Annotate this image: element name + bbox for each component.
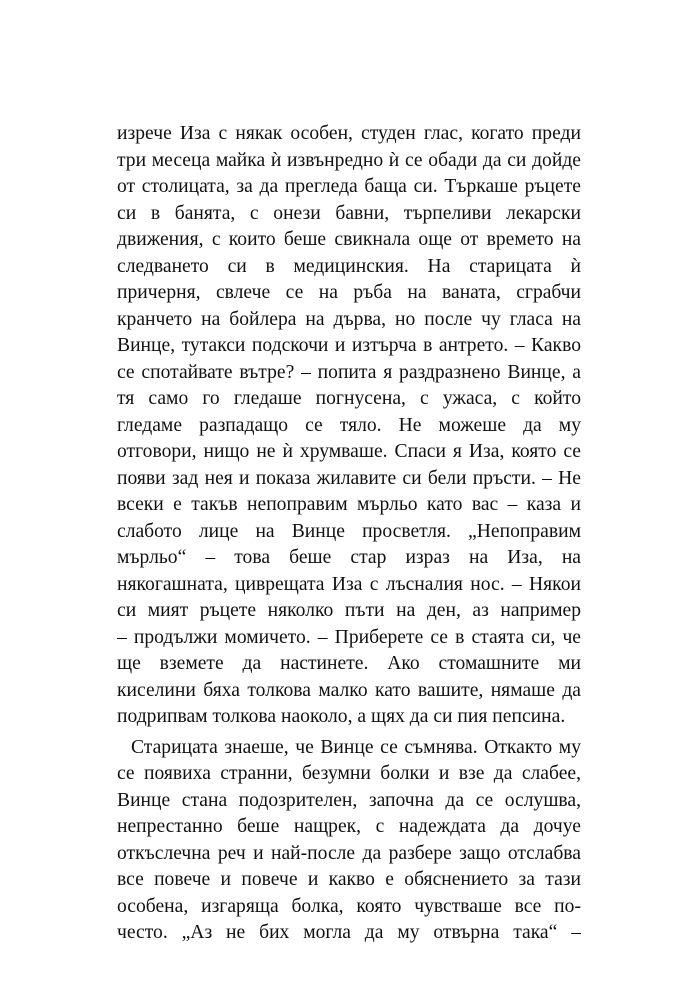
text-line: все повече и повече и какво е обяснението за тази <box>117 869 581 890</box>
text-line: Винце стана подозрителен, започна да се ослушва, <box>117 789 581 811</box>
text-line: тя само го гледаше погнусена, с ужаса, с който <box>117 388 581 409</box>
text-line: движения, с които беше свикнала още от времето на <box>117 229 581 250</box>
text-line: кранчето на бойлера на дърва, но после чу гласа на <box>117 308 581 330</box>
text-line: от столицата, за да прегледа баща си. Търкаше ръцете <box>117 176 581 197</box>
text-line: киселини бяха толкова малко като вашите, нямаше да <box>117 679 581 701</box>
text-line: слабото лице на Винце просветля. „Непоправим <box>117 520 581 542</box>
text-line: си в банята, с онези бавни, търпеливи лекарски <box>117 202 581 224</box>
text-line: мърльо“ – това беше стар израз на Иза, на <box>117 547 581 568</box>
text-line: подрипвам толкова наоколо, а щях да си пия пепсина. <box>117 706 566 727</box>
text-line: следването си в медицинския. На старицата ѝ <box>117 255 581 277</box>
text-line: причерня, свлече се на ръба на ваната, сграбчи <box>117 282 581 303</box>
text-line: се спотайвате вътре? – попита я раздразнено Винце, а <box>117 361 581 383</box>
text-line: Старицата знаеше, че Винце се съмнява. Откакто му <box>131 736 581 758</box>
text-line: непрестанно беше нащрек, с надеждата да дочуе <box>117 816 581 837</box>
text-line: ще вземете да настинете. Ако стомашните ми <box>117 653 581 674</box>
text-line: Винце, тутакси подскочи и изтърча в антрето. – Какво <box>117 335 581 356</box>
paragraph-2 <box>117 735 581 947</box>
text-line: често. „Аз не бих могла да му отвърна така“ – <box>117 922 581 943</box>
text-line: си мият ръцете няколко пъти на ден, аз например <box>117 600 581 621</box>
text-line: появи зад нея и показа жилавите си бели пръсти. – Не <box>117 467 581 489</box>
text-line: особена, изгаряща болка, която чувстваше все по- <box>117 895 581 917</box>
text-line: някогашната, циврещата Иза с лъсналия нос. – Някои <box>117 573 581 595</box>
text-line: изрече Иза с някак особен, студен глас, когато преди <box>117 123 581 144</box>
text-line: се появиха странни, безумни болки и взе да слабее, <box>117 763 581 784</box>
paragraph-1 <box>117 121 581 731</box>
text-line: – продължи момичето. – Приберете се в стаята си, че <box>117 626 581 648</box>
text-line: три месеца майка ѝ извънредно ѝ се обади да си дойде <box>117 149 581 171</box>
text-line: всеки е такъв непоправим мърльо като вас – каза и <box>117 494 581 515</box>
text-line: откъслечна реч и най-после да разбере защо отслабва <box>117 842 581 864</box>
body-text <box>117 121 581 947</box>
text-line: отговори, нищо не ѝ хрумваше. Спаси я Иза, която се <box>117 441 581 462</box>
text-line: гледаме разпадащо се тяло. Не можеше да му <box>117 414 581 436</box>
